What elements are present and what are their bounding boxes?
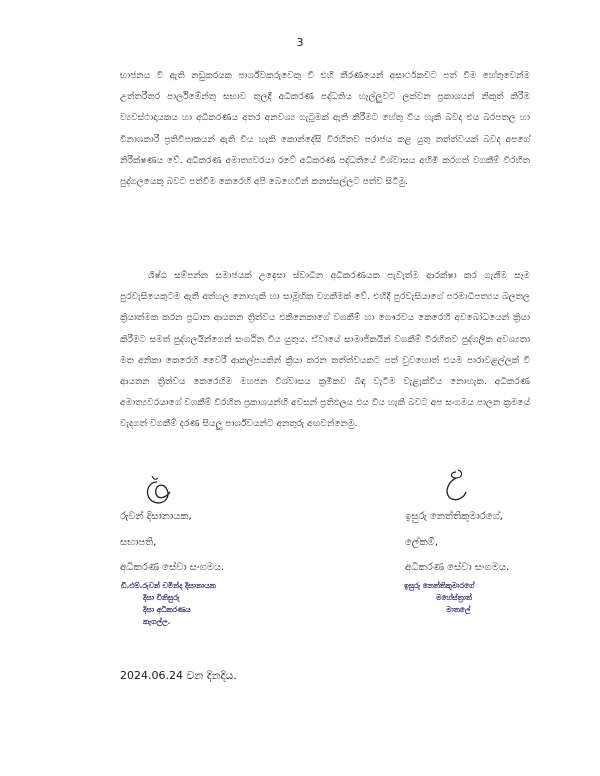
stamp-left-line-1: ඩී.එම්.රුවන් චමින්ද දිසානායක [121, 581, 216, 590]
signature-left [140, 474, 178, 508]
stamp-right [404, 580, 474, 616]
signatory-left-org: අධිකරණ සේවා සංගමය. [120, 562, 225, 573]
stamp-left [121, 580, 216, 628]
signatory-right-org: අධිකරණ සේවා සංගමය. [405, 562, 510, 573]
stamp-left-line-3: දිසා අධිකරණය [143, 605, 191, 614]
signatory-left-title: සභාපති, [120, 537, 157, 548]
document-date: 2024.06.24 වන දිනදිය. [120, 669, 237, 682]
signature-right [438, 466, 472, 506]
page-number: 3 [296, 36, 304, 49]
stamp-right-line-2: මහේස්ත්‍රාත් [436, 593, 472, 602]
paragraph-2: ශිෂ්ඨ සම්පන්න සමාජයක් උදෙසා ස්වාධීන අධිකරණයක පැවැත්ම ආරක්ෂා කර ගැනීම සෑම පුරවැසියෙකුටම ඇති අත්හල නොහැකි හා සාමූහික වගකීමක් වේ. එහිදී පුරවැසියාගේ පරමාධිපත්‍යය බලතල ක්‍රියාත්මක කරන ප්‍රධාන ආයතන ත්‍රිත්වය එකිනෙකාගේ වගකීම් හා ගෞරවය කෙරෙහි අවබෝධයෙන් ක්‍රියා කිරීමට සමත් පුද්ගලයින්ගෙන් සංගඨිත විය යුතුය. ඒවායේ සාමාජිකයින් වගකීම් විරහිතව පුද්ගලික අවශ්‍යතා මත අනිකා කෙරෙහි වෛරී ආකල්පයකින් ක්‍රියා කරන තත්ත්වයකට පත් වුවහොත් එයම පාරාවළල්ලක් වී ආයතන ත්‍රිත්වය කෙරෙහිම මහජන විශ්වාසය ක්‍රමිකව බිඳ වැටීම වැළැක්විය නොහැක. අධිකරණ අමාත්‍යවරයාගේ වගකීම් විරහිත ප්‍රකාශයන්හි අවසන් ප්‍රතිඵලය එය විය හැකි බවට අප සංගමය පාලන ක්‍රමයේ වැදගත් වගකීම් දරණ සියලු පාර්ශ්වයන්ට අනතුරු අඟවන්නෙමු. [120, 271, 530, 430]
signatory-right-title: ලේකම්, [405, 537, 438, 548]
stamp-right-line-3: මාතලේ [446, 605, 471, 614]
paragraph-1: භාජනය වී ඇති නඩුකරයක පාර්ශ්වකරුවෙකු වී එහි තීරණයෙන් අසාර්ථකවට පත් වීම හේතුවෙන්ම උත්තරීතර පාර්ලිමේන්තු සභාව තුලදී අධිකරණ පද්ධතිය හෑල්ලුවට ලක්වන ප්‍රකාශයන් නිකුත් කිරීම ව්‍යවස්ථාදායකය හා අධිකරණය අතර අනවශ්‍ය ගැටුමක් ඇති කිරීමට හේතු විය හැකි බවද එය බරපතල හා විනාශකාරී ප්‍රතිවිපාකයන් ඇති විය හැකි කොන්දේසි විරහිතව පරාජය කළ යුතු තත්ත්වයක් බවද අපගේ නිරීක්ෂණය වේ. අධිකරණ අමාත්‍යවරයා රටේ අධිකරණ පද්ධතියේ විශ්වාසය අහිමි කරගත් වගකීම් විරහිත පුද්ගලයෙකු බවට පත්වීම කෙරෙහි අපි බෙහෙවින් කනස්සල්ලට පත්ව සිටිමු. [120, 71, 530, 188]
signatory-left-name: රුවන් දිසානායක, [120, 511, 192, 522]
signatory-right-name: ඉසුරු නෙත්තිකුමාරගේ, [405, 511, 503, 522]
stamp-left-line-4: කෑගල්ල. [143, 617, 171, 626]
stamp-left-line-2: දිසා විනිසුරු [143, 593, 180, 602]
stamp-right-line-1: ඉසුරු නෙත්තිකුමාරගේ [404, 581, 475, 590]
